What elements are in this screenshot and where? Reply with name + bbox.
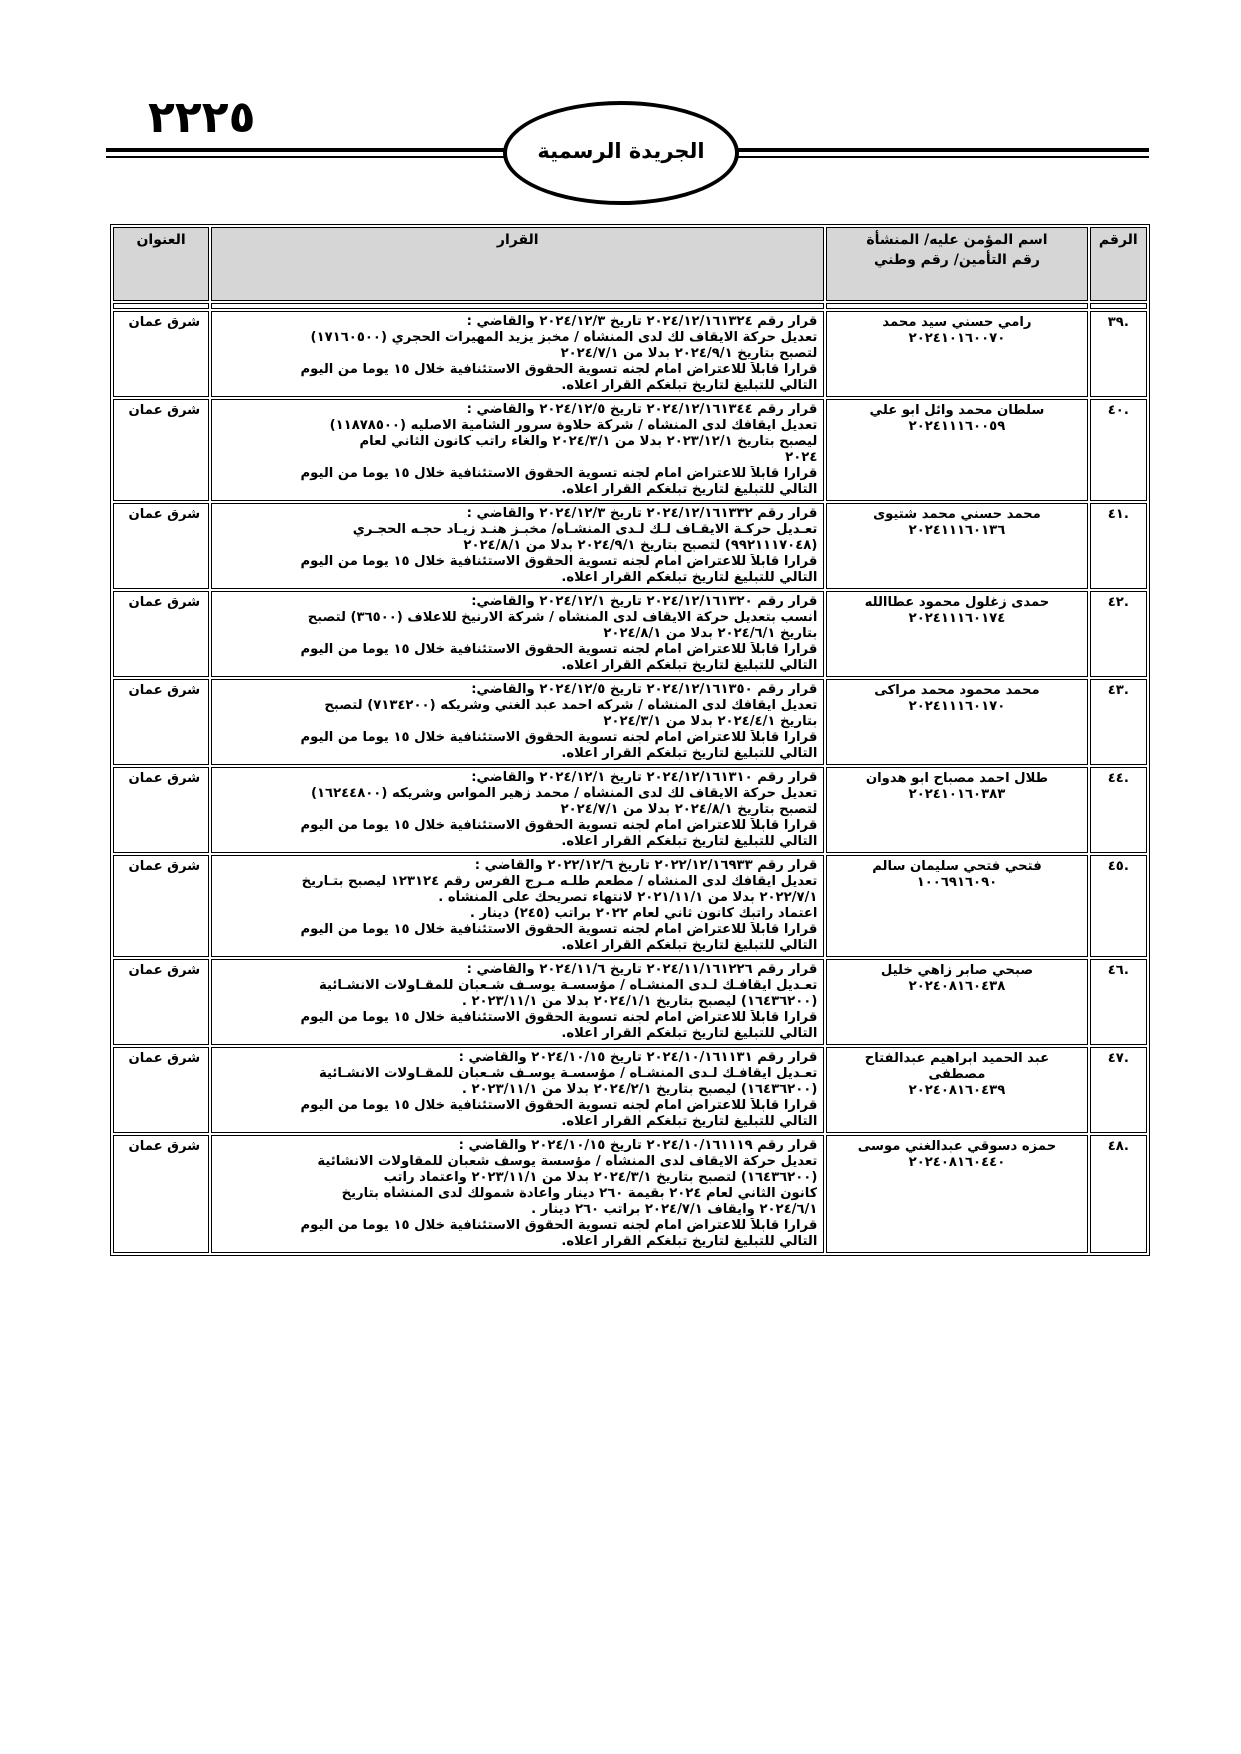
table-row — [113, 399, 1147, 501]
insured-cell — [826, 855, 1087, 957]
decision-cell — [211, 311, 824, 397]
insured-cell — [826, 1047, 1087, 1133]
insured-line: طلال احمد مصباح ابو هدوان — [865, 771, 1049, 786]
table-row — [113, 855, 1147, 957]
insured-cell — [826, 503, 1087, 589]
decision-line: قرار رقم ٢٠٢٤/١١/١٦١٢٢٦ تاريخ ٢٠٢٤/١١/٦ والقاضي : — [466, 962, 818, 977]
table-header-row — [113, 227, 1147, 301]
insured-line: ٢٠٢٤٠٨١٦٠٤٣٨ — [908, 979, 1006, 994]
insured-line: ٢٠٢٤١١١٦٠١٧٤ — [908, 611, 1006, 626]
decision-line: قرار رقم ٢٠٢٤/١٢/١٦١٣١٠ تاريخ ٢٠٢٤/١٢/١ والقاضي: — [471, 770, 818, 785]
decision-line: قرارا قابلاً للاعتراض امام لجنه تسوية الحقوق الاستئنافية خلال ١٥ يوما من اليوم — [300, 554, 818, 569]
decision-cell — [211, 1047, 824, 1133]
decision-line: قرار رقم ٢٠٢٤/١٢/١٦١٣٣٢ تاريخ ٢٠٢٤/١٢/٣ والقاضي : — [466, 506, 818, 521]
header-address: العنوان — [113, 227, 209, 301]
insured-line: رامي حسني سيد محمد — [882, 315, 1032, 330]
table-row — [113, 311, 1147, 397]
decision-line: قرار رقم ٢٠٢٤/١٠/١٦١١١٩ تاريخ ٢٠٢٤/١٠/١٥ والقاضي : — [458, 1138, 818, 1153]
decision-cell — [211, 399, 824, 501]
insured-line: صبحي صابر زاهي خليل — [880, 963, 1034, 978]
decision-line: التالي للتبليغ لتاريخ تبلغكم القرار اعلاه. — [561, 1114, 818, 1129]
table-row — [113, 767, 1147, 853]
decision-line: التالي للتبليغ لتاريخ تبلغكم القرار اعلاه. — [561, 482, 818, 497]
row-number: .٤٥ — [1090, 855, 1147, 957]
table-body — [113, 311, 1147, 1253]
decision-line: قرارا قابلاً للاعتراض امام لجنه تسوية الحقوق الاستئنافية خلال ١٥ يوما من اليوم — [300, 362, 818, 377]
insured-line: حمدى زغلول محمود عطاالله — [864, 595, 1050, 610]
decision-line: قرار رقم ٢٠٢٤/١٢/١٦١٣٥٠ تاريخ ٢٠٢٤/١٢/٥ والقاضي: — [471, 682, 818, 697]
insured-line: فتحي فتحي سليمان سالم — [872, 859, 1042, 874]
row-number: .٤٤ — [1090, 767, 1147, 853]
decision-line: تعديل حركة الايقاف لك لدى المنشأه / مخبز يزيد المهيرات الحجري (١٧١٦٠٥٠٠) — [310, 330, 818, 345]
decision-cell — [211, 679, 824, 765]
decision-line: قرار رقم ٢٠٢٤/١٢/١٦١٣٢٠ تاريخ ٢٠٢٤/١٢/١ والقاضي: — [471, 594, 818, 609]
table-row — [113, 679, 1147, 765]
insured-cell — [826, 1135, 1087, 1253]
header-number: الرقم — [1090, 227, 1147, 301]
decision-line: تعـديل ايقافـك لـدى المنشـأه / مؤسسـة يوسـف شـعبان للمقـاولات الانشـائية — [318, 1066, 818, 1081]
insured-line: محمد حسني محمد شتيوى — [873, 507, 1041, 522]
decision-line: التالي للتبليغ لتاريخ تبلغكم القرار اعلاه. — [561, 746, 818, 761]
row-number: .٤٧ — [1090, 1047, 1147, 1133]
table-row — [113, 503, 1147, 589]
insured-line: ٢٠٢٤١١١٦٠٠٥٩ — [908, 419, 1006, 434]
row-number: .٤٨ — [1090, 1135, 1147, 1253]
decision-cell — [211, 959, 824, 1045]
insured-cell — [826, 311, 1087, 397]
row-number: .٤٦ — [1090, 959, 1147, 1045]
decision-line: تعديل ايقافك لدى المنشأه / شركه احمد عبد الغني وشريكه (٧١٣٤٢٠٠) لتصبح — [324, 698, 818, 713]
decision-line: بتاريخ ٢٠٢٤/٦/١ بدلا من ٢٠٢٤/٨/١ — [603, 626, 818, 641]
decision-line: اعتماد راتبك كانون ثاني لعام ٢٠٢٢ براتب (٢٤٥) دينار . — [469, 906, 818, 921]
insured-line: ٢٠٢٤١٠١٦٠٣٨٣ — [908, 787, 1006, 802]
decision-line: قرارا قابلاً للاعتراض امام لجنه تسوية الحقوق الاستئنافية خلال ١٥ يوما من اليوم — [300, 818, 818, 833]
table-row — [113, 1047, 1147, 1133]
insured-cell — [826, 679, 1087, 765]
address-cell: شرق عمان — [113, 1047, 209, 1133]
address-cell: شرق عمان — [113, 959, 209, 1045]
table-row — [113, 1135, 1147, 1253]
decision-cell — [211, 1135, 824, 1253]
decision-line: (١٦٤٣٦٢٠٠) ليصبح بتاريخ ٢٠٢٤/١/١ بدلا من ٢٠٢٣/١١/١ . — [461, 994, 818, 1009]
table-row — [113, 591, 1147, 677]
decision-line: قرار رقم ٢٠٢٤/١٢/١٦١٣٢٤ تاريخ ٢٠٢٤/١٢/٣ والقاضي : — [466, 314, 818, 329]
row-number: .٤١ — [1090, 503, 1147, 589]
decision-line: (١٦٤٣٦٢٠٠) ليصبح بتاريخ ٢٠٢٤/٢/١ بدلا من ٢٠٢٣/١١/١ . — [461, 1082, 818, 1097]
insured-cell — [826, 399, 1087, 501]
insured-line: ٢٠٢٤٠٨١٦٠٤٤٠ — [908, 1155, 1006, 1170]
address-cell: شرق عمان — [113, 679, 209, 765]
decision-line: التالي للتبليغ لتاريخ تبلغكم القرار اعلاه. — [561, 834, 818, 849]
decision-line: قرار رقم ٢٠٢٤/١٠/١٦١١٣١ تاريخ ٢٠٢٤/١٠/١٥ والقاضي : — [458, 1050, 818, 1065]
decision-line: التالي للتبليغ لتاريخ تبلغكم القرار اعلاه. — [561, 570, 818, 585]
masthead-oval — [503, 101, 739, 205]
decision-cell — [211, 855, 824, 957]
decision-line: قرارا قابلاً للاعتراض امام لجنه تسوية الحقوق الاستئنافية خلال ١٥ يوما من اليوم — [300, 1098, 818, 1113]
decision-line: لتصبح بتاريخ ٢٠٢٤/٨/١ بدلا من ٢٠٢٤/٧/١ — [560, 802, 818, 817]
decision-line: قرار رقم ٢٠٢٤/١٢/١٦١٣٤٤ تاريخ ٢٠٢٤/١٢/٥ والقاضي : — [466, 402, 818, 417]
decision-line: بتاريخ ٢٠٢٤/٤/١ بدلا من ٢٠٢٤/٣/١ — [603, 714, 818, 729]
decision-line: التالي للتبليغ لتاريخ تبلغكم القرار اعلاه. — [561, 1026, 818, 1041]
decision-line: ٢٠٢٤/٦/١ وايقاف ٢٠٢٤/٧/١ براتب ٢٦٠ دينار . — [531, 1202, 818, 1217]
row-number: .٣٩ — [1090, 311, 1147, 397]
insured-line: حمزه دسوقي عبدالغني موسى — [857, 1139, 1057, 1154]
decision-line: ٢٠٢٤ — [785, 450, 818, 465]
decision-line: ليصبح بتاريخ ٢٠٢٣/١٢/١ بدلا من ٢٠٢٤/٣/١ والغاء راتب كانون الثاني لعام — [359, 434, 818, 449]
decision-line: تعـديل ايقافـك لـدى المنشـأه / مؤسسـة يوسـف شـعبان للمقـاولات الانشـائية — [318, 978, 818, 993]
decision-line: تعـديل حركـة الايقـاف لـك لـدى المنشـأه/ مخبـز هنـد زيـاد حجـه الحجـري — [352, 522, 818, 537]
insured-line: سلطان محمد وائل ابو علي — [869, 403, 1045, 418]
row-number: .٤٠ — [1090, 399, 1147, 501]
decision-line: التالي للتبليغ لتاريخ تبلغكم القرار اعلاه. — [561, 658, 818, 673]
row-number: .٤٣ — [1090, 679, 1147, 765]
decision-line: قرارا قابلاً للاعتراض امام لجنه تسوية الحقوق الاستئنافية خلال ١٥ يوما من اليوم — [300, 466, 818, 481]
address-cell: شرق عمان — [113, 767, 209, 853]
address-cell: شرق عمان — [113, 399, 209, 501]
header-decision: القرار — [211, 227, 824, 301]
decision-line: قرارا قابلاً للاعتراض امام لجنه تسوية الحقوق الاستئنافية خلال ١٥ يوما من اليوم — [300, 642, 818, 657]
address-cell: شرق عمان — [113, 591, 209, 677]
decision-line: قرارا قابلاً للاعتراض امام لجنه تسوية الحقوق الاستئنافية خلال ١٥ يوما من اليوم — [300, 1010, 818, 1025]
insured-cell — [826, 767, 1087, 853]
insured-cell — [826, 959, 1087, 1045]
decision-line: قرارا قابلاً للاعتراض امام لجنه تسوية الحقوق الاستئنافية خلال ١٥ يوما من اليوم — [300, 922, 818, 937]
decision-line: أنسب بتعديل حركة الايقاف لدى المنشأه / شركة الارنيخ للاعلاف (٣٦٥٠٠) لتصبح — [307, 610, 818, 625]
decision-line: لتصبح بتاريخ ٢٠٢٤/٩/١ بدلا من ٢٠٢٤/٧/١ — [560, 346, 818, 361]
decision-line: (٩٩٢١١١٧٠٤٨) لتصبح بتاريخ ٢٠٢٤/٩/١ بدلا من ٢٠٢٤/٨/١ — [463, 538, 818, 553]
header-insured-line1: اسم المؤمن عليه/ المنشأة — [866, 232, 1048, 248]
row-number: .٤٢ — [1090, 591, 1147, 677]
insured-line: ٢٠٢٤٠٨١٦٠٤٣٩ — [908, 1083, 1006, 1098]
insured-line: ٢٠٢٤١٠١٦٠٠٧٠ — [908, 331, 1006, 346]
address-cell: شرق عمان — [113, 1135, 209, 1253]
decision-line: ٢٠٢٢/٧/١ بدلا من ٢٠٢١/١١/١ لانتهاء تصريحك على المنشأه . — [438, 890, 818, 905]
masthead-title: الجريدة الرسمية — [537, 139, 705, 163]
decision-line: (١٦٤٣٦٢٠٠) لتصبح بتاريخ ٢٠٢٤/٣/١ بدلا من ٢٠٢٣/١١/١ واعتماد راتب — [383, 1170, 818, 1185]
decision-line: التالي للتبليغ لتاريخ تبلغكم القرار اعلاه. — [561, 378, 818, 393]
decision-line: تعديل حركة الايقاف لدى المنشأه / مؤسسة يوسف شعبان للمقاولات الانشائية — [317, 1154, 818, 1169]
insured-line: ٢٠٢٤١١١٦٠١٣٦ — [908, 523, 1006, 538]
decision-cell — [211, 591, 824, 677]
decision-line: قرارا قابلاً للاعتراض امام لجنه تسوية الحقوق الاستئنافية خلال ١٥ يوما من اليوم — [300, 1218, 818, 1233]
decision-line: قرارا قابلاً للاعتراض امام لجنه تسوية الحقوق الاستئنافية خلال ١٥ يوما من اليوم — [300, 730, 818, 745]
insured-line: ٢٠٢٤١١١٦٠١٧٠ — [908, 699, 1006, 714]
table-row — [113, 959, 1147, 1045]
decision-line: كانون الثاني لعام ٢٠٢٤ بقيمة ٢٦٠ دينار واعادة شمولك لدى المنشأه بتاريخ — [341, 1186, 818, 1201]
decision-line: التالي للتبليغ لتاريخ تبلغكم القرار اعلاه. — [561, 938, 818, 953]
insured-line: مصطفى — [928, 1067, 986, 1082]
address-cell: شرق عمان — [113, 503, 209, 589]
address-cell: شرق عمان — [113, 311, 209, 397]
insured-cell — [826, 591, 1087, 677]
header-insured — [826, 227, 1087, 301]
address-cell: شرق عمان — [113, 855, 209, 957]
decision-line: تعديل ايقافك لدى المنشأه / شركة حلاوة سرور الشامية الاصليه (١١٨٧٨٥٠٠) — [329, 418, 818, 433]
page-number: ٢٢٢٥ — [148, 92, 256, 143]
decision-line: تعديل حركة الايقاف لك لدى المنشأه / محمد زهير المواس وشريكه (١٦٢٤٤٨٠٠) — [310, 786, 818, 801]
header-gap — [113, 303, 1147, 309]
insured-line: عبد الحميد ابراهيم عبدالفتاح — [864, 1051, 1050, 1066]
decision-line: التالي للتبليغ لتاريخ تبلغكم القرار اعلاه. — [561, 1234, 818, 1249]
decisions-table — [110, 224, 1150, 1256]
decision-cell — [211, 767, 824, 853]
decision-line: تعديل ايقافك لدى المنشأه / مطعم طلـه مـرج الفرس رقم ١٢٣١٢٤ ليصبح بتـاريخ — [301, 874, 818, 889]
header-insured-line2: رقم التأمين/ رقم وطني — [874, 252, 1040, 268]
insured-line: محمد محمود محمد مراكى — [874, 683, 1040, 698]
decision-line: قرار رقم ٢٠٢٢/١٢/١٦٩٣٣ تاريخ ٢٠٢٢/١٢/٦ والقاضي : — [474, 858, 818, 873]
decision-cell — [211, 503, 824, 589]
insured-line: ١٠٠٦٩١٦٠٩٠ — [916, 875, 998, 890]
